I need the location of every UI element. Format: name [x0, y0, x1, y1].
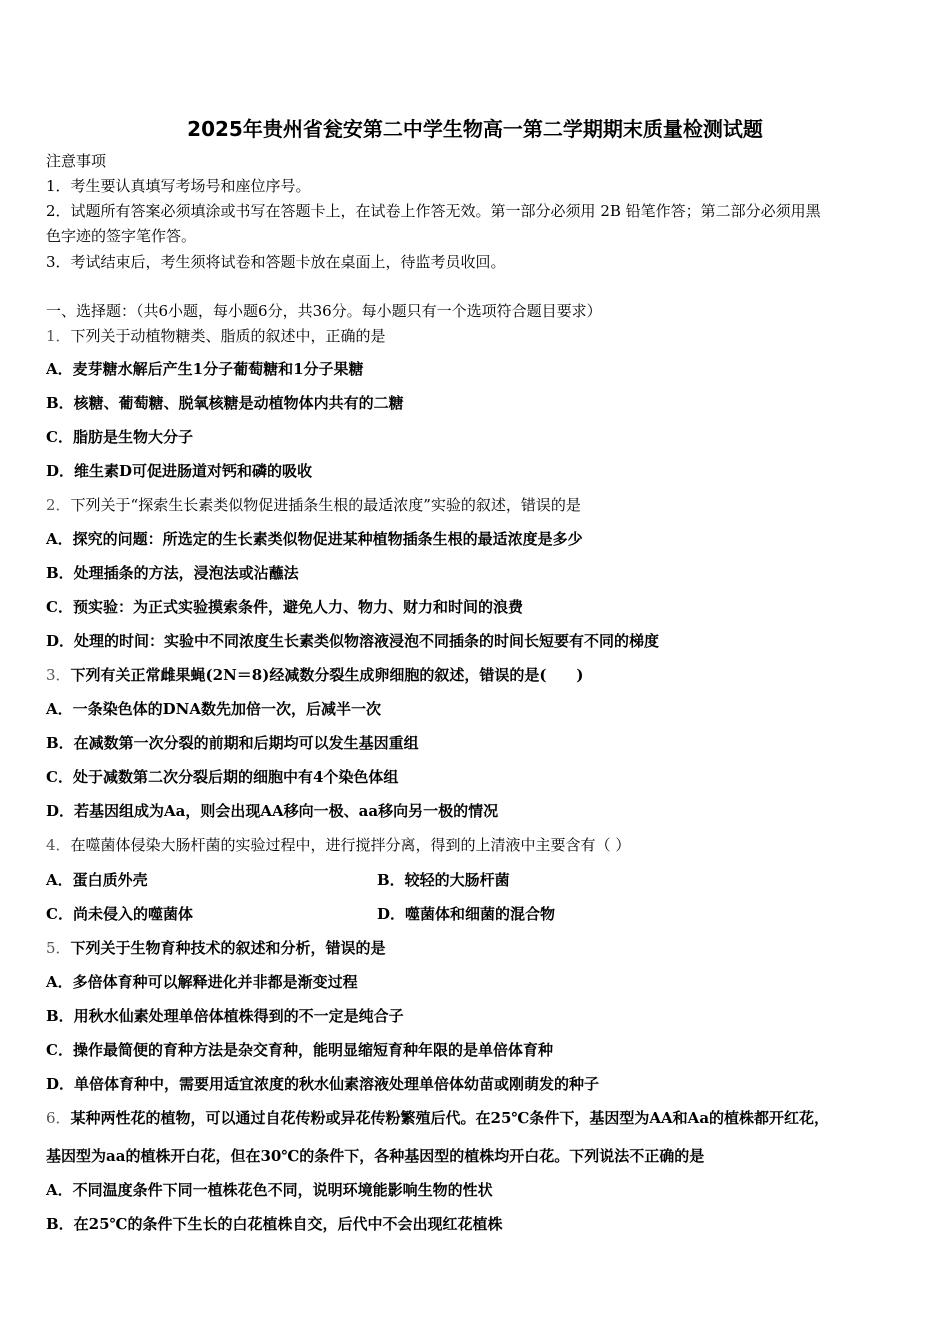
option-d: D．单倍体育种中，需要用适宜浓度的秋水仙素溶液处理单倍体幼苗或刚萌发的种子	[46, 1075, 600, 1093]
option-c: C．处于减数第二次分裂后期的细胞中有4个染色体组	[46, 768, 399, 786]
option-a: A．不同温度条件下同一植株花色不同，说明环境能影响生物的性状	[46, 1181, 493, 1199]
notice-heading: 注意事项	[46, 152, 107, 170]
option-a: A．麦芽糖水解后产生1分子葡萄糖和1分子果糖	[46, 360, 364, 378]
question-number: 3．	[46, 666, 71, 684]
notice-item: 色字迹的签字笔作答。	[46, 227, 197, 245]
option-c: C．尚未侵入的噬菌体	[46, 905, 193, 923]
question-text: 下列关于“探索生长素类似物促进插条生根的最适浓度”实验的叙述，错误的是	[70, 496, 581, 514]
question-number: 6．	[46, 1109, 71, 1127]
option-b: B．较轻的大肠杆菌	[377, 871, 510, 889]
question-number: 1．	[46, 327, 71, 345]
option-a: A．一条染色体的DNA数先加倍一次，后减半一次	[46, 700, 381, 718]
question-text: 在噬菌体侵染大肠杆菌的实验过程中，进行搅拌分离，得到的上清液中主要含有（ ）	[70, 836, 631, 854]
notice-item: 3．考试结束后，考生须将试卷和答题卡放在桌面上，待监考员收回。	[46, 253, 506, 271]
question-text: 下列关于生物育种技术的叙述和分析，错误的是	[70, 939, 386, 957]
option-c: C．操作最简便的育种方法是杂交育种，能明显缩短育种年限的是单倍体育种	[46, 1041, 553, 1059]
question-text: 下列有关正常雌果蝇(2N＝8)经减数分裂生成卵细胞的叙述，错误的是( )	[70, 666, 584, 684]
option-b: B．处理插条的方法，浸泡法或沾蘸法	[46, 564, 299, 582]
option-c: C．预实验：为正式实验摸索条件，避免人力、物力、财力和时间的浪费	[46, 598, 523, 616]
question-number: 5．	[46, 939, 71, 957]
question-6-stem-continued: 基因型为aa的植株开白花，但在30℃的条件下，各种基因型的植株均开白花。下列说法不正确的是	[46, 1147, 705, 1165]
notice-item: 1．考生要认真填写考场号和座位序号。	[46, 177, 311, 195]
question-1-stem	[46, 326, 386, 346]
option-a: A．多倍体育种可以解释进化并非都是渐变过程	[46, 973, 358, 991]
option-c: C．脂肪是生物大分子	[46, 428, 193, 446]
option-d: D．若基因组成为Aa，则会出现AA移向一极、aa移向另一极的情况	[46, 802, 499, 820]
question-3-stem	[46, 665, 584, 685]
option-b: B．核糖、葡萄糖、脱氧核糖是动植物体内共有的二糖	[46, 394, 404, 412]
option-a: A．探究的问题：所选定的生长素类似物促进某种植物插条生根的最适浓度是多少	[46, 530, 583, 548]
option-d: D．噬菌体和细菌的混合物	[377, 905, 556, 923]
notice-item: 2．试题所有答案必须填涂或书写在答题卡上，在试卷上作答无效。第一部分必须用 2B 铅笔作答；第二部分必须用黑	[46, 202, 821, 220]
question-2-stem	[46, 495, 581, 515]
page-title: 2025年贵州省瓮安第二中学生物高一第二学期期末质量检测试题	[187, 117, 763, 141]
question-text: 下列关于动植物糖类、脂质的叙述中，正确的是	[70, 327, 386, 345]
question-number: 2．	[46, 496, 71, 514]
question-5-stem	[46, 938, 386, 958]
question-text: 某种两性花的植物，可以通过自花传粉或异花传粉繁殖后代。在25℃条件下，基因型为AA和Aa的植株都开红花，	[70, 1109, 830, 1127]
option-b: B．在减数第一次分裂的前期和后期均可以发生基因重组	[46, 734, 419, 752]
option-d: D．处理的时间：实验中不同浓度生长素类似物溶液浸泡不同插条的时间长短要有不同的梯度	[46, 632, 660, 650]
option-b: B．用秋水仙素处理单倍体植株得到的不一定是纯合子	[46, 1007, 404, 1025]
option-d: D．维生素D可促进肠道对钙和磷的吸收	[46, 462, 313, 480]
option-a: A．蛋白质外壳	[46, 871, 148, 889]
question-6-stem	[46, 1108, 829, 1128]
question-4-stem	[46, 835, 630, 855]
option-b: B．在25℃的条件下生长的白花植株自交，后代中不会出现红花植株	[46, 1215, 503, 1233]
question-number: 4．	[46, 836, 71, 854]
section-heading: 一、选择题：（共6小题，每小题6分，共36分。每小题只有一个选项符合题目要求）	[46, 302, 602, 320]
